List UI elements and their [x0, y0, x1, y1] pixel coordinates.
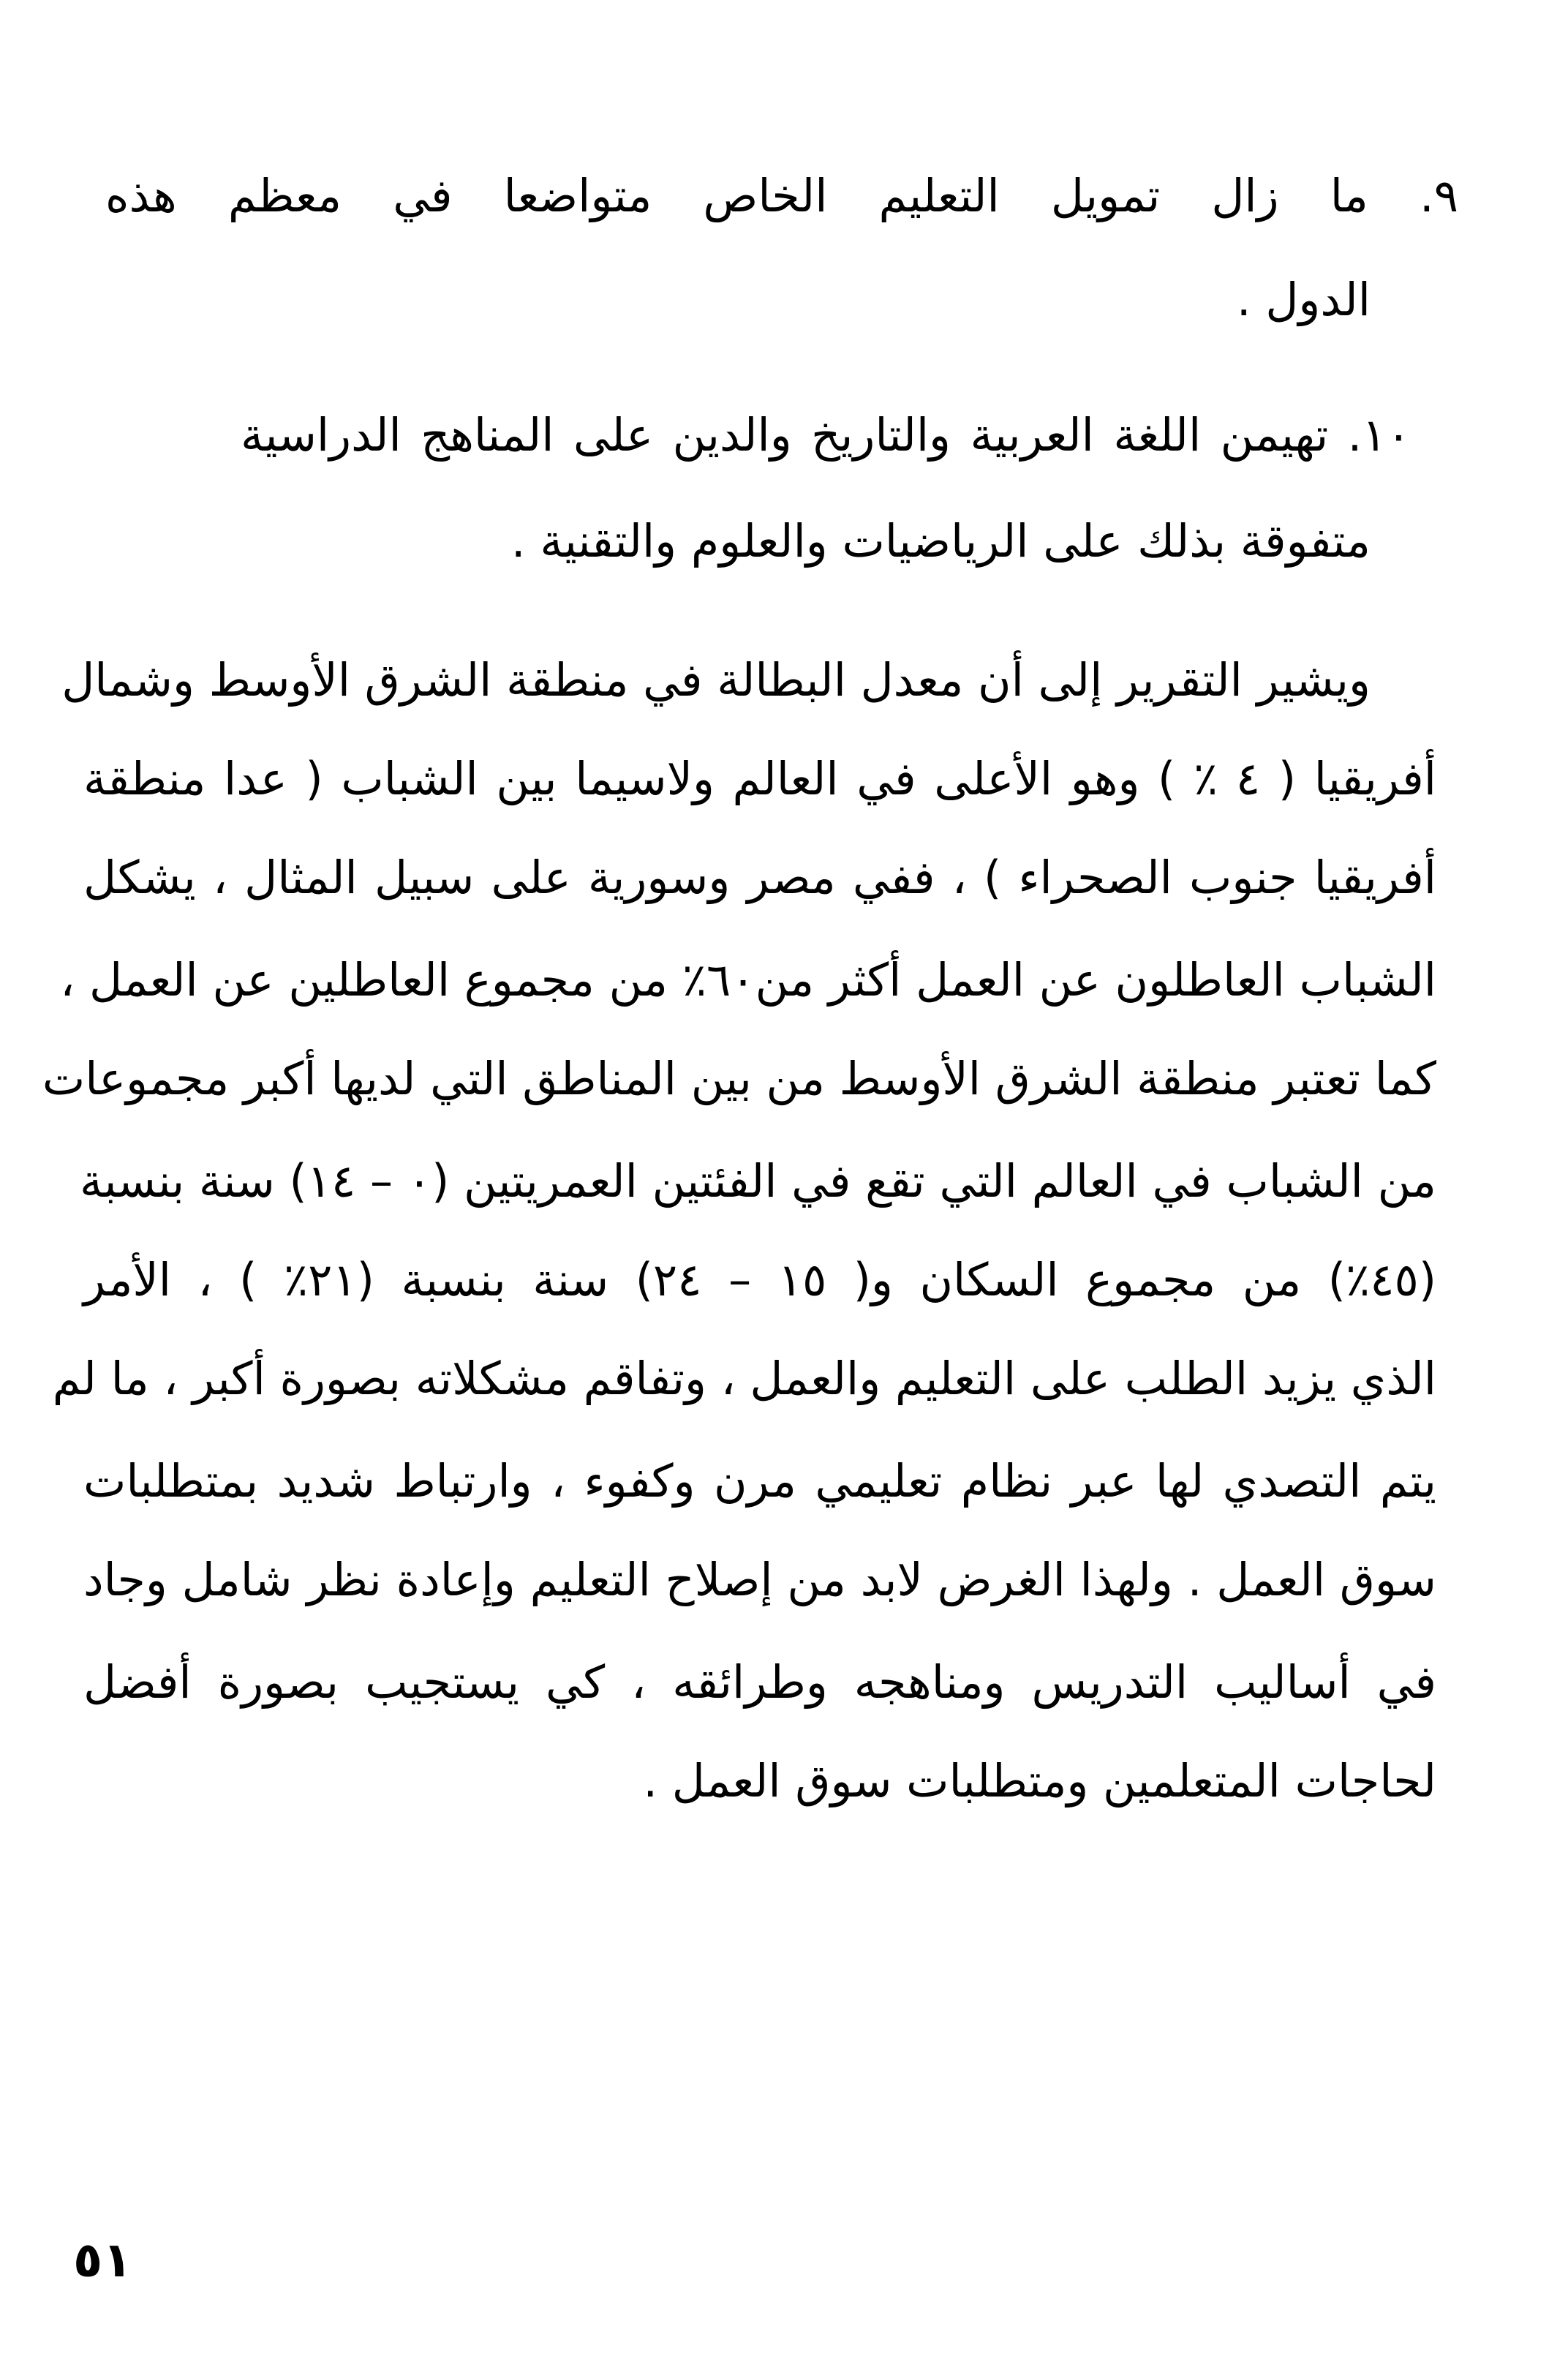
paragraph-line: أفريقيا ( ٤ ٪ ) وهو الأعلى في العالم ولاسيما بين الشباب ( عدا منطقة [83, 752, 1436, 805]
paragraph-line: الشباب العاطلون عن العمل أكثر من٦٠٪ من مجموع العاطلين عن العمل ، [60, 953, 1436, 1007]
list-item-10-line-1: ١٠. تهيمن اللغة العربية والتاريخ والدين على المناهج الدراسية [241, 408, 1411, 462]
paragraph-line-last: لحاجات المتعلمين ومتطلبات سوق العمل . [643, 1754, 1436, 1807]
paragraph-line: سوق العمل . ولهذا الغرض لابد من إصلاح التعليم وإعادة نظر شامل وجاد [83, 1553, 1436, 1606]
paragraph-line: الذي يزيد الطلب على التعليم والعمل ، وتفاقم مشكلاته بصورة أكبر ، ما لم [52, 1352, 1436, 1405]
page-number: ٥١ [73, 2232, 132, 2288]
list-item-9-line-1: ٩. ما زال تمويل التعليم الخاص متواضعا في معظم هذه [105, 169, 1458, 222]
paragraph-line: يتم التصدي لها عبر نظام تعليمي مرن وكفوء ، وارتباط شديد بمتطلبات [83, 1454, 1436, 1508]
paragraph-line: أفريقيا جنوب الصحراء ) ، ففي مصر وسورية على سبيل المثال ، يشكل [83, 851, 1436, 904]
paragraph-line: كما تعتبر منطقة الشرق الأوسط من بين المناطق التي لديها أكبر مجموعات [42, 1052, 1436, 1105]
paragraph-line: من الشباب في العالم التي تقع في الفئتين العمريتين (٠ – ١٤) سنة بنسبة [79, 1154, 1436, 1208]
paragraph-line: ويشير التقرير إلى أن معدل البطالة في منطقة الشرق الأوسط وشمال [61, 653, 1371, 707]
paragraph-line: (٤٥٪) من مجموع السكان و( ١٥ – ٢٤) سنة بنسبة (٢١٪ ) ، الأمر [83, 1253, 1437, 1306]
list-item-10-line-2: متفوقة بذلك على الرياضيات والعلوم والتقنية . [510, 514, 1371, 568]
list-item-9-line-2: الدول . [1236, 273, 1371, 326]
paragraph-line: في أساليب التدريس ومناهجه وطرائقه ، كي يستجيب بصورة أفضل [83, 1655, 1436, 1709]
